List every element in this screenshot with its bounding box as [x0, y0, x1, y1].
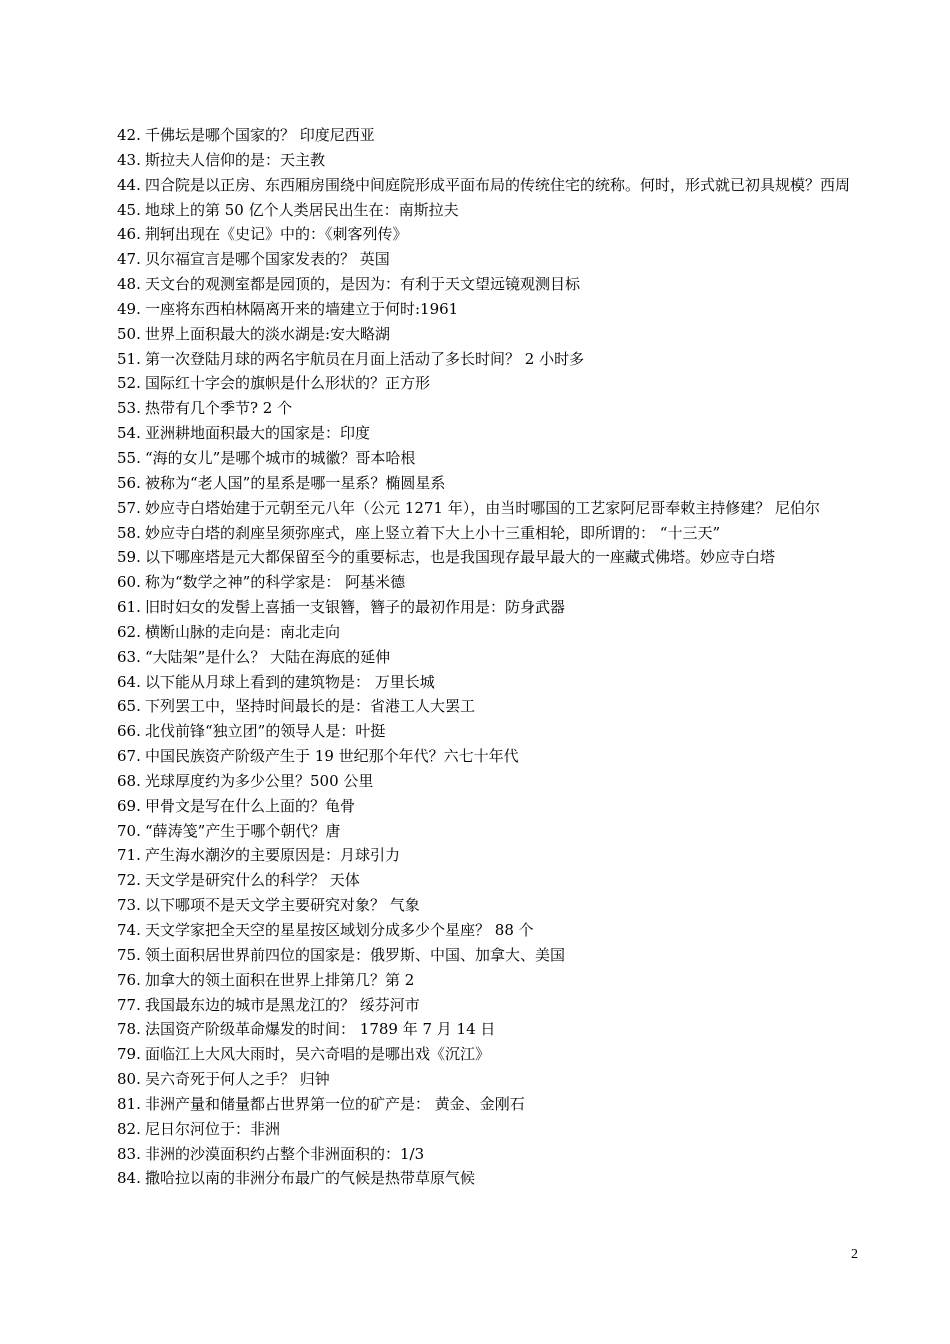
list-item: [117, 247, 862, 272]
item-number: 81.: [117, 1094, 141, 1113]
list-item: [117, 446, 862, 471]
item-number: 56.: [117, 473, 141, 492]
item-text: 法国资产阶级革命爆发的时间： 1789 年 7 月 14 日: [145, 1020, 496, 1039]
item-text: 四合院是以正房、东西厢房围绕中间庭院形成平面布局的传统住宅的统称。何时，形式就已初具规模？西周: [145, 175, 851, 194]
list-item: [117, 943, 862, 968]
question-list: [117, 123, 862, 1191]
list-item: [117, 272, 862, 297]
item-text: 北伐前锋“独立团”的领导人是：叶挺: [145, 722, 386, 741]
item-text: 非洲产量和储量都占世界第一位的矿产是： 黄金、金刚石: [145, 1094, 525, 1113]
item-number: 60.: [117, 573, 141, 592]
item-text: 撒哈拉以南的非洲分布最广的气候是热带草原气候: [145, 1169, 476, 1188]
list-item: [117, 570, 862, 595]
list-item: [117, 222, 862, 247]
list-item: [117, 719, 862, 744]
item-text: 领土面积居世界前四位的国家是：俄罗斯、中国、加拿大、美国: [145, 945, 566, 964]
item-number: 72.: [117, 871, 141, 890]
list-item: [117, 322, 862, 347]
item-text: 光球厚度约为多少公里？500 公里: [145, 771, 374, 790]
item-number: 43.: [117, 150, 141, 169]
list-item: [117, 868, 862, 893]
item-text: 以下能从月球上看到的建筑物是： 万里长城: [145, 672, 435, 691]
item-text: 贝尔福宣言是哪个国家发表的？ 英国: [145, 250, 390, 269]
list-item: [117, 819, 862, 844]
list-item: [117, 1166, 862, 1191]
list-item: [117, 496, 862, 521]
item-number: 54.: [117, 424, 141, 443]
list-item: [117, 645, 862, 670]
item-text: “海的女儿”是哪个城市的城徽？哥本哈根: [145, 448, 416, 467]
item-text: 甲骨文是写在什么上面的？龟骨: [145, 796, 356, 815]
item-text: 横断山脉的走向是：南北走向: [145, 622, 341, 641]
item-number: 79.: [117, 1045, 141, 1064]
item-text: 热带有几个季节? 2 个: [145, 399, 293, 418]
list-item: [117, 471, 862, 496]
item-number: 70.: [117, 821, 141, 840]
item-text: 称为“数学之神”的科学家是： 阿基米德: [145, 573, 406, 592]
item-text: 非洲的沙漠面积约占整个非洲面积的：1/3: [145, 1144, 425, 1163]
item-text: 产生海水潮汐的主要原因是：月球引力: [145, 846, 401, 865]
item-number: 63.: [117, 647, 141, 666]
item-text: 中国民族资产阶级产生于 19 世纪那个年代？六七十年代: [145, 747, 519, 766]
item-text: 面临江上大风大雨时，吴六奇唱的是哪出戏《沉江》: [145, 1045, 491, 1064]
list-item: [117, 794, 862, 819]
item-number: 52.: [117, 374, 141, 393]
list-item: [117, 993, 862, 1018]
item-text: 我国最东边的城市是黑龙江的？ 绥芬河市: [145, 995, 420, 1014]
list-item: [117, 1117, 862, 1142]
item-text: 天文台的观测室都是园顶的，是因为：有利于天文望远镜观测目标: [145, 275, 581, 294]
item-number: 67.: [117, 747, 141, 766]
item-number: 51.: [117, 349, 141, 368]
item-text: “大陆架”是什么？ 大陆在海底的延伸: [145, 647, 391, 666]
list-item: [117, 918, 862, 943]
item-number: 66.: [117, 722, 141, 741]
list-item: [117, 595, 862, 620]
list-item: [117, 843, 862, 868]
item-number: 45.: [117, 200, 141, 219]
item-number: 84.: [117, 1169, 141, 1188]
item-text: 妙应寺白塔始建于元朝至元八年（公元 1271 年），由当时哪国的工艺家阿尼哥奉敕主持修建？ 尼伯尔: [145, 498, 820, 517]
list-item: [117, 198, 862, 223]
item-number: 61.: [117, 598, 141, 617]
list-item: [117, 297, 862, 322]
list-item: [117, 1042, 862, 1067]
list-item: [117, 421, 862, 446]
item-text: 世界上面积最大的淡水湖是:安大略湖: [145, 324, 391, 343]
item-number: 57.: [117, 498, 141, 517]
item-number: 44.: [117, 175, 141, 194]
item-number: 73.: [117, 896, 141, 915]
item-text: 以下哪项不是天文学主要研究对象？ 气象: [145, 896, 420, 915]
item-text: 荆轲出现在《史记》中的：《刺客列传》: [145, 225, 408, 244]
item-text: 被称为“老人国”的星系是哪一星系？椭圆星系: [145, 473, 446, 492]
item-text: “薛涛笺”产生于哪个朝代？唐: [145, 821, 341, 840]
item-number: 64.: [117, 672, 141, 691]
list-item: [117, 670, 862, 695]
item-text: 天文学是研究什么的科学？ 天体: [145, 871, 360, 890]
list-item: [117, 1017, 862, 1042]
item-text: 千佛坛是哪个国家的？ 印度尼西亚: [145, 126, 375, 144]
item-number: 77.: [117, 995, 141, 1014]
list-item: [117, 396, 862, 421]
item-text: 天文学家把全天空的星星按区域划分成多少个星座？ 88 个: [145, 921, 534, 939]
list-item: [117, 371, 862, 396]
item-text: 国际红十字会的旗帜是什么形状的？正方形: [145, 374, 431, 393]
list-item: [117, 694, 862, 719]
list-item: [117, 148, 862, 173]
list-item: [117, 893, 862, 918]
item-text: 以下哪座塔是元大都保留至今的重要标志，也是我国现存最早最大的一座藏式佛塔。妙应寺白塔: [145, 548, 776, 567]
item-number: 58.: [117, 523, 141, 542]
item-text: 加拿大的领土面积在世界上排第几？第 2: [145, 970, 415, 989]
item-number: 48.: [117, 275, 141, 294]
item-number: 59.: [117, 548, 141, 567]
item-number: 71.: [117, 846, 141, 865]
page-number: 2: [851, 1247, 858, 1262]
list-item: [117, 1067, 862, 1092]
list-item: [117, 173, 862, 198]
item-number: 47.: [117, 250, 141, 269]
list-item: [117, 744, 862, 769]
list-item: [117, 1092, 862, 1117]
item-number: 50.: [117, 324, 141, 343]
item-number: 49.: [117, 299, 141, 318]
list-item: [117, 347, 862, 372]
item-number: 68.: [117, 771, 141, 790]
item-text: 斯拉夫人信仰的是：天主教: [145, 150, 326, 169]
item-number: 65.: [117, 697, 141, 716]
item-number: 76.: [117, 970, 141, 989]
item-number: 82.: [117, 1119, 141, 1138]
list-item: [117, 123, 862, 148]
item-number: 80.: [117, 1070, 141, 1089]
item-text: 一座将东西柏林隔离开来的墙建立于何时:1961: [145, 299, 459, 318]
item-text: 妙应寺白塔的刹座呈须弥座式，座上竖立着下大上小十三重相轮，即所谓的： “十三天”: [145, 523, 721, 542]
item-number: 55.: [117, 448, 141, 467]
list-item: [117, 545, 862, 570]
item-number: 69.: [117, 796, 141, 815]
item-text: 旧时妇女的发髻上喜插一支银簪，簪子的最初作用是：防身武器: [145, 598, 566, 617]
list-item: [117, 769, 862, 794]
list-item: [117, 521, 862, 546]
item-text: 尼日尔河位于：非洲: [145, 1119, 281, 1138]
item-number: 62.: [117, 622, 141, 641]
item-number: 46.: [117, 225, 141, 244]
item-text: 第一次登陆月球的两名宇航员在月面上活动了多长时间？ 2 小时多: [145, 349, 585, 368]
item-number: 83.: [117, 1144, 141, 1163]
item-text: 地球上的第 50 亿个人类居民出生在：南斯拉夫: [145, 200, 459, 219]
item-number: 78.: [117, 1020, 141, 1039]
item-text: 亚洲耕地面积最大的国家是：印度: [145, 424, 371, 443]
list-item: [117, 1142, 862, 1167]
item-number: 75.: [117, 945, 141, 964]
list-item: [117, 968, 862, 993]
item-text: 下列罢工中，坚持时间最长的是：省港工人大罢工: [145, 697, 476, 716]
list-item: [117, 620, 862, 645]
item-number: 74.: [117, 921, 141, 939]
item-number: 42.: [117, 126, 141, 144]
item-number: 53.: [117, 399, 141, 418]
item-text: 吴六奇死于何人之手？ 归钟: [145, 1070, 330, 1089]
